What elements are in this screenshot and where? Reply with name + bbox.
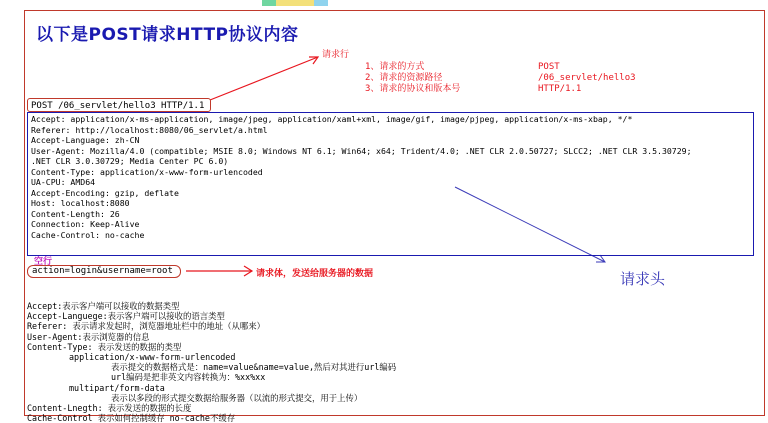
header-line: Connection: Keep-Alive	[31, 219, 140, 229]
header-line: Content-Length: 26	[31, 208, 120, 219]
header-line: User-Agent: Mozilla/4.0 (compatible; MSIE 8.0; Windows NT 6.1; Win64; x64; Trident/4.0; .NET CLR 2.0.50727; SLCC2; .NET CLR 3.5.30729;	[31, 145, 692, 156]
header-explanations	[27, 301, 396, 423]
request-line-value: HTTP/1.1	[538, 84, 582, 94]
header-line: Cache-Control: no-cache	[31, 229, 145, 240]
explanation-line: Referer: 表示请求发起时，浏览器地址栏中的地址（从哪来）	[27, 321, 266, 332]
request-line-items	[365, 62, 460, 95]
explanation-line: multipart/form-data	[69, 382, 165, 393]
explanation-line: Accept:表示客户端可以接收的数据类型	[27, 301, 180, 311]
request-line-item: 2、请求的资源路径	[365, 73, 443, 83]
request-headers-box	[27, 112, 754, 256]
page-title: 以下是POST请求HTTP协议内容	[36, 25, 299, 45]
request-line-item: 1、请求的方式	[365, 62, 425, 72]
request-line-values	[538, 62, 636, 95]
request-line-item: 3、请求的协议和版本号	[365, 84, 461, 94]
explanation-line: application/x-www-form-urlencoded	[69, 352, 236, 363]
request-body: action=login&username=root	[27, 265, 181, 278]
explanation-line: Cache-Control 表示如何控制缓存 no-cache不缓存	[27, 413, 236, 423]
header-line: UA-CPU: AMD64	[31, 177, 96, 187]
header-line: Content-Type: application/x-www-form-urlencoded	[31, 166, 263, 177]
explanation-line: 表示以多段的形式提交数据给服务器（以流的形式提交，用于上传）	[111, 392, 363, 403]
explanation-line: Content-Type: 表示发送的数据的类型	[27, 341, 182, 352]
header-line: Host: localhost:8080	[31, 198, 130, 208]
header-line: Accept: application/x-ms-application, image/jpeg, application/xaml+xml, image/gif, image/pjpeg, application/x-ms-xbap, */*	[31, 114, 633, 124]
headers-label: 请求头	[620, 270, 666, 288]
explanation-line: User-Agent:表示浏览器的信息	[27, 331, 150, 342]
header-line: Referer: http://localhost:8080/06_servlet/a.html	[31, 124, 268, 135]
request-line-arrow	[210, 57, 318, 100]
request-line-value: /06_servlet/hello3	[538, 73, 636, 83]
header-line: Accept-Encoding: gzip, deflate	[31, 187, 179, 198]
request-line-value: POST	[538, 62, 560, 72]
explanation-line: Accept-Languege:表示客户端可以接收的语言类型	[27, 311, 225, 322]
header-line: .NET CLR 3.0.30729; Media Center PC 6.0)	[31, 156, 229, 166]
explanation-line: 表示提交的数据格式是：name=value&name=value,然后对其进行url编码	[111, 362, 397, 373]
request-line: POST /06_servlet/hello3 HTTP/1.1	[27, 98, 211, 112]
explanation-line: url编码是把非英文内容转换为：%xx%xx	[111, 372, 266, 383]
header-line: Accept-Language: zh-CN	[31, 135, 140, 145]
blank-line-label: 空行	[34, 257, 53, 267]
request-line-label: 请求行	[322, 50, 350, 60]
body-label: 请求体，发送给服务器的数据	[256, 269, 374, 279]
explanation-line: Content-Lnegth: 表示发送的数据的长度	[27, 403, 192, 414]
